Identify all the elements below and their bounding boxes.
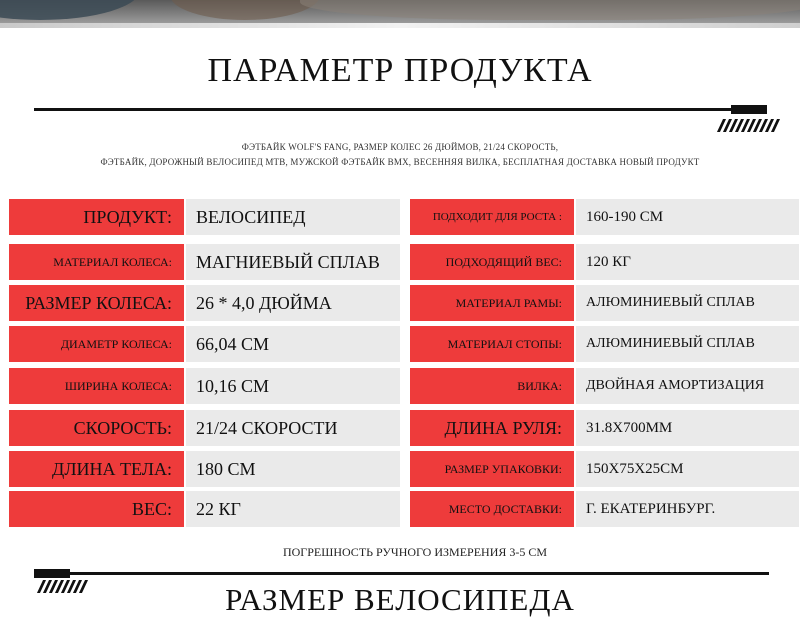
photo-shape [300, 0, 800, 20]
spec-label: МАТЕРИАЛ КОЛЕСА: [9, 244, 184, 280]
spec-label: ВЕС: [9, 491, 184, 527]
spec-value: 26 * 4,0 ДЮЙМА [186, 285, 400, 321]
spec-label: ПРОДУКТ: [9, 199, 184, 235]
spec-value: Г. ЕКАТЕРИНБУРГ. [576, 491, 799, 527]
spec-row [9, 491, 799, 527]
spec-label: СКОРОСТЬ: [9, 410, 184, 446]
hatch-decoration [720, 119, 777, 132]
spec-value: 120 КГ [576, 244, 799, 280]
spec-label: ДИАМЕТР КОЛЕСА: [9, 326, 184, 362]
photo-shape [0, 0, 140, 20]
spec-label: ШИРИНА КОЛЕСА: [9, 368, 184, 404]
spec-label: МЕСТО ДОСТАВКИ: [410, 491, 574, 527]
subtitle-line-2: ФЭТБАЙК, ДОРОЖНЫЙ ВЕЛОСИПЕД MTB, МУЖСКОЙ ФЭТБАЙК BMX, ВЕСЕННЯЯ ВИЛКА, БЕСПЛАТНАЯ ДОСТАВКА НОВЫЙ ПРОДУКТ [100, 157, 700, 167]
spec-value: 160-190 СМ [576, 199, 799, 235]
section-title: РАЗМЕР ВЕЛОСИПЕДА [225, 582, 575, 617]
section-rule [34, 572, 769, 575]
spec-value: МАГНИЕВЫЙ СПЛАВ [186, 244, 400, 280]
spec-value: ДВОЙНАЯ АМОРТИЗАЦИЯ [576, 368, 799, 404]
spec-value: АЛЮМИНИЕВЫЙ СПЛАВ [576, 326, 799, 362]
spec-row [9, 410, 799, 446]
spec-label: ДЛИНА РУЛЯ: [410, 410, 574, 446]
photo-shape [170, 0, 320, 20]
spec-row [9, 326, 799, 362]
spec-row [9, 199, 799, 235]
spec-label: МАТЕРИАЛ РАМЫ: [410, 285, 574, 321]
spec-value: 150X75X25CM [576, 451, 799, 487]
spec-row [9, 368, 799, 404]
spec-value: 22 КГ [186, 491, 400, 527]
title-rule [34, 108, 767, 111]
spec-label: РАЗМЕР УПАКОВКИ: [410, 451, 574, 487]
spec-value: 180 СМ [186, 451, 400, 487]
page-title: ПАРАМЕТР ПРОДУКТА [207, 52, 593, 89]
measurement-note: ПОГРЕШНОСТЬ РУЧНОГО ИЗМЕРЕНИЯ 3-5 СМ [282, 545, 548, 559]
top-photo-strip [0, 0, 800, 28]
spec-value: 10,16 СМ [186, 368, 400, 404]
spec-value: 66,04 СМ [186, 326, 400, 362]
spec-label: ПОДХОДИТ ДЛЯ РОСТА : [410, 199, 574, 235]
rule-cap [731, 105, 767, 114]
spec-label: ДЛИНА ТЕЛА: [9, 451, 184, 487]
spec-value: АЛЮМИНИЕВЫЙ СПЛАВ [576, 285, 799, 321]
spec-row [9, 244, 799, 280]
spec-row [9, 451, 799, 487]
spec-value: 21/24 СКОРОСТИ [186, 410, 400, 446]
photo-shape [0, 23, 800, 28]
spec-label: МАТЕРИАЛ СТОПЫ: [410, 326, 574, 362]
spec-label: ПОДХОДЯЩИЙ ВЕС: [410, 244, 574, 280]
rule-cap [34, 569, 70, 578]
spec-value: ВЕЛОСИПЕД [186, 199, 400, 235]
spec-label: РАЗМЕР КОЛЕСА: [9, 285, 184, 321]
spec-row [9, 285, 799, 321]
subtitle-line-1: ФЭТБАЙК WOLF'S FANG, РАЗМЕР КОЛЕС 26 ДЮЙМОВ, 21/24 СКОРОСТЬ, [241, 142, 559, 152]
spec-label: ВИЛКА: [410, 368, 574, 404]
spec-value: 31.8X700MM [576, 410, 799, 446]
